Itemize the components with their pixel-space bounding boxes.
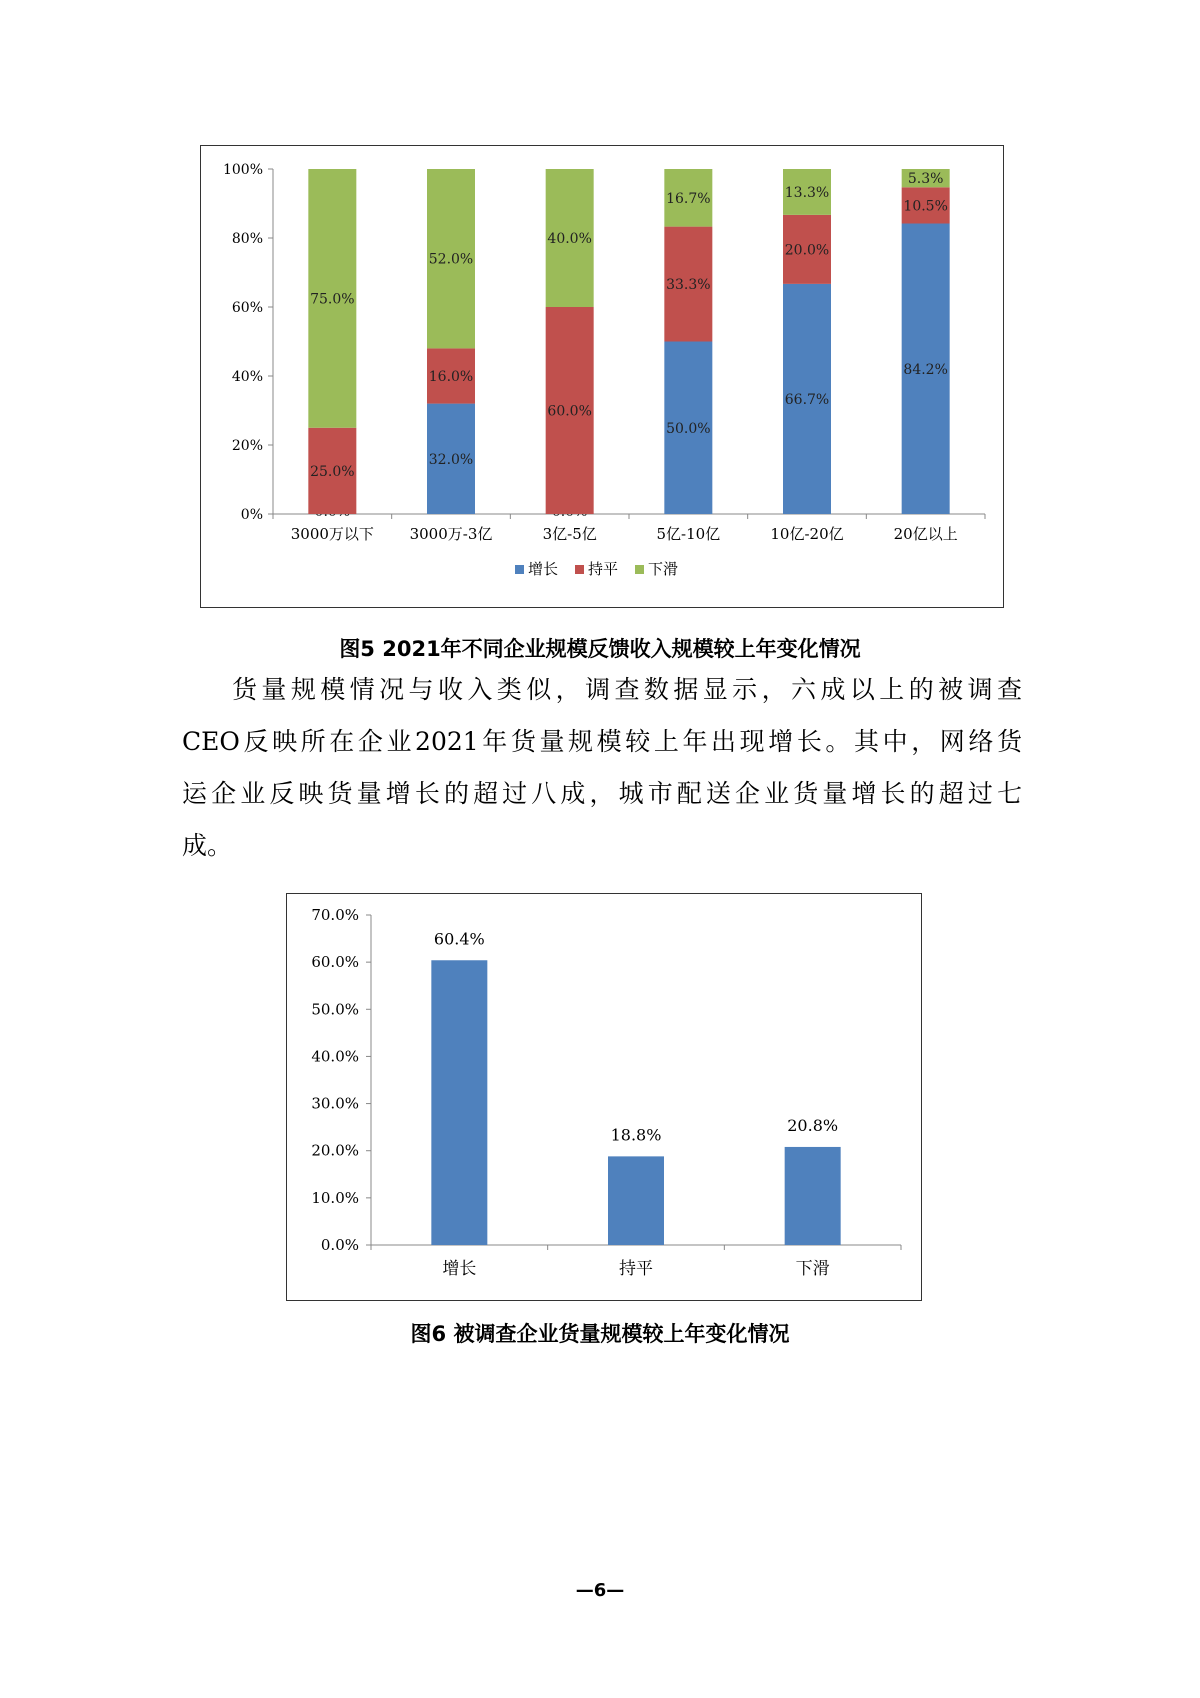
fig5-legend-label: 持平	[588, 560, 619, 578]
fig5-legend-label: 增长	[528, 560, 559, 578]
fig5-y-tick-label: 20%	[231, 438, 263, 454]
fig5-x-tick-label: 20亿以上	[893, 525, 958, 543]
fig5-data-label: 84.2%	[903, 361, 948, 378]
fig5-data-label: 66.7%	[784, 391, 830, 408]
fig6-data-label: 60.4%	[433, 929, 485, 949]
fig6-x-tick-label: 增长	[442, 1259, 477, 1279]
fig6-y-tick-label: 60.0%	[311, 953, 359, 972]
fig5-data-label: 40.0%	[547, 231, 592, 247]
fig5-y-tick-label: 40%	[231, 369, 263, 385]
body-paragraph	[182, 664, 1022, 872]
fig6-bar	[608, 1156, 664, 1245]
fig6-bar	[785, 1147, 841, 1245]
fig5-x-tick-label: 3000万-3亿	[409, 525, 493, 543]
fig5-data-label: 13.3%	[784, 184, 830, 201]
fig5-data-label: 5.3%	[907, 171, 944, 188]
fig6-y-tick-label: 20.0%	[311, 1141, 359, 1160]
body-line: 成。	[182, 831, 233, 860]
fig6-bar	[431, 960, 487, 1245]
fig5-data-label: 16.7%	[666, 190, 711, 207]
fig6-x-tick-label: 持平	[619, 1259, 653, 1279]
fig6-x-tick-label: 下滑	[795, 1259, 830, 1279]
fig6-y-tick-label: 10.0%	[311, 1188, 359, 1207]
fig5-data-label: 10.5%	[903, 198, 948, 215]
fig6-data-label: 20.8%	[787, 1115, 839, 1135]
fig5-data-label: 50.0%	[666, 420, 711, 437]
fig6-y-tick-label: 40.0%	[311, 1047, 359, 1066]
fig5-data-label: 25.0%	[310, 463, 355, 480]
fig5-y-tick-label: 0%	[240, 507, 263, 523]
fig5-data-label: 52.0%	[428, 251, 474, 268]
fig5-x-tick-label: 3亿-5亿	[542, 525, 597, 543]
fig5-data-label: 20.0%	[784, 242, 830, 259]
fig5-data-label: 33.3%	[666, 277, 711, 294]
fig5-data-label: 60.0%	[547, 403, 592, 420]
fig5-y-tick-label: 100%	[222, 162, 263, 178]
fig6-data-label: 18.8%	[610, 1125, 662, 1145]
body-line: 运企业反映货量增长的超过八成，城市配送企业货量增长的超过七	[182, 779, 1022, 808]
fig5-x-tick-label: 10亿-20亿	[770, 525, 844, 543]
fig5-x-tick-label: 3000万以下	[290, 525, 374, 543]
fig6-y-tick-label: 0.0%	[320, 1236, 359, 1254]
figure6-caption: 图6 被调查企业货量规模较上年变化情况	[410, 1322, 790, 1346]
fig5-data-label: 32.0%	[428, 451, 474, 468]
fig5-legend-swatch	[515, 565, 524, 574]
fig5-y-tick-label: 80%	[231, 231, 263, 247]
figure5-svg	[201, 146, 1005, 609]
fig6-y-tick-label: 70.0%	[311, 906, 359, 924]
fig6-y-tick-label: 30.0%	[311, 1094, 359, 1113]
fig5-legend-label: 下滑	[648, 560, 679, 578]
body-line: CEO反映所在企业2021年货量规模较上年出现增长。其中，网络货	[182, 727, 1022, 756]
fig5-y-tick-label: 60%	[231, 300, 263, 316]
page-number: —6—	[575, 1580, 625, 1601]
figure6-svg	[287, 894, 923, 1302]
figure5-chart	[200, 145, 1004, 608]
fig6-y-tick-label: 50.0%	[311, 1000, 359, 1019]
body-line: 货量规模情况与收入类似，调查数据显示，六成以上的被调查	[232, 675, 1022, 704]
fig5-legend-swatch	[575, 565, 584, 574]
fig5-data-label: 75.0%	[310, 291, 355, 308]
fig5-data-label: 16.0%	[428, 369, 474, 385]
figure5-caption: 图5 2021年不同企业规模反馈收入规模较上年变化情况	[339, 637, 861, 661]
fig5-legend-swatch	[635, 565, 644, 574]
figure6-chart	[286, 893, 922, 1301]
fig5-x-tick-label: 5亿-10亿	[656, 525, 721, 543]
